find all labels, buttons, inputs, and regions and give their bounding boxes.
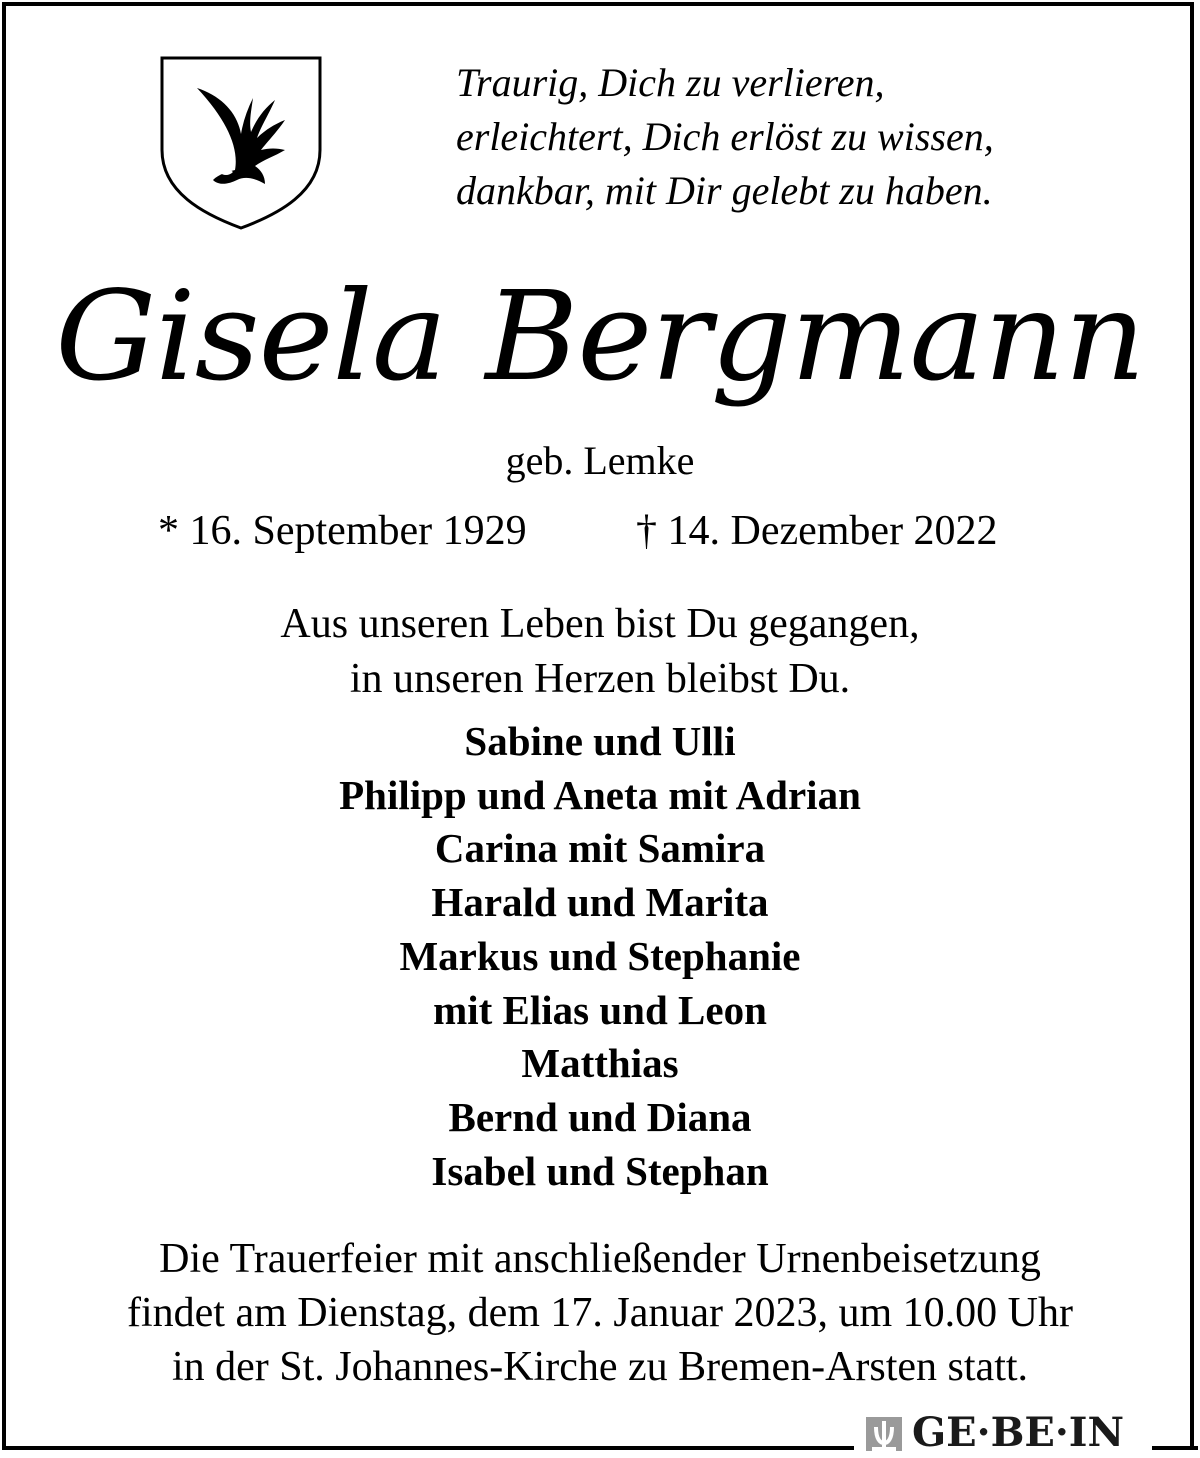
ceremony-line: in der St. Johannes-Kirche zu Bremen-Arsten statt.	[171, 1344, 1029, 1390]
verse-line: Aus unseren Leben bist Du gegangen,	[280, 601, 920, 647]
verse-line: in unseren Herzen bleibst Du.	[349, 656, 851, 702]
ceremony-info	[0, 1232, 1200, 1394]
mourner-line: Isabel und Stephan	[431, 1147, 769, 1194]
ceremony-line: findet am Dienstag, dem 17. Januar 2023, um 10.00 Uhr	[127, 1290, 1073, 1336]
bottom-rule-left	[2, 1446, 854, 1450]
motto-line: Traurig, Dich zu verlieren,	[456, 60, 885, 105]
gebein-logo-text: GE·BE·IN	[912, 1409, 1125, 1456]
motto-line: erleichtert, Dich erlöst zu wissen,	[456, 114, 994, 159]
death-date: † 14. Dezember 2022	[636, 508, 998, 554]
motto	[456, 56, 994, 218]
deceased-name: Gisela Bergmann	[55, 265, 1145, 409]
mourner-line: Bernd und Diana	[448, 1093, 752, 1140]
bottom-rule-right	[1152, 1446, 1198, 1450]
mourner-line: mit Elias und Leon	[433, 986, 767, 1033]
motto-line: dankbar, mit Dir gelebt zu haben.	[456, 168, 993, 213]
antler-shield-icon	[157, 52, 325, 232]
mourner-line: Philipp und Aneta mit Adrian	[339, 771, 861, 818]
birth-date: * 16. September 1929	[158, 508, 527, 554]
mourner-line: Markus und Stephanie	[399, 932, 801, 979]
ceremony-line: Die Trauerfeier mit anschließender Urnenbeisetzung	[159, 1236, 1041, 1282]
mourner-line: Sabine und Ulli	[464, 718, 736, 764]
gebein-logo-icon	[864, 1413, 904, 1453]
verse	[0, 597, 1200, 707]
mourners-list	[0, 715, 1200, 1198]
mourner-line: Carina mit Samira	[434, 825, 766, 872]
birth-name: geb. Lemke	[505, 438, 695, 483]
gebein-logo	[864, 1411, 1124, 1455]
mourner-line: Harald und Marita	[431, 879, 769, 926]
mourner-line: Matthias	[521, 1040, 679, 1087]
